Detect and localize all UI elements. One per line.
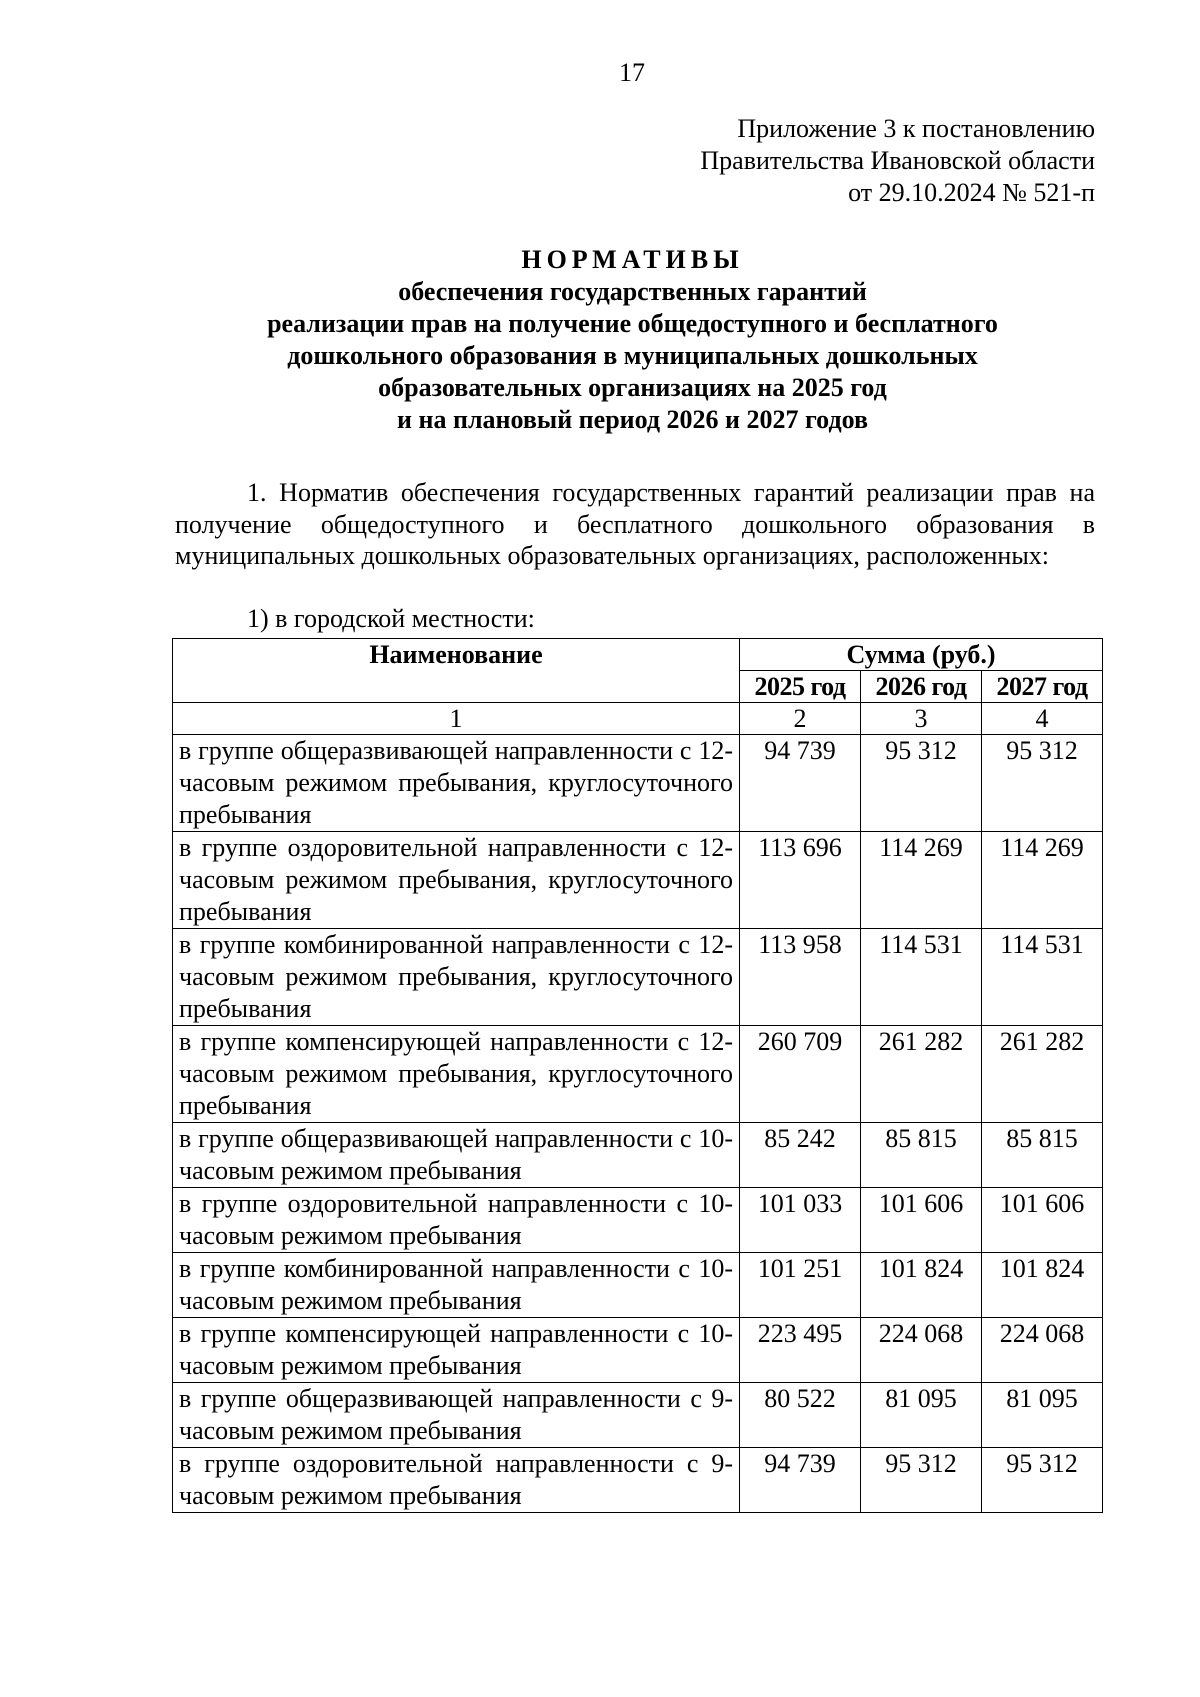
row-name: в группе комбинированной направленности с 10-часовым режимом пребывания [173, 1253, 740, 1318]
appendix-line: Приложение 3 к постановлению [737, 114, 1095, 143]
title-line: реализации прав на получение общедоступного и бесплатного [267, 309, 998, 338]
value-2027: 95 312 [982, 735, 1103, 832]
column-number-row [173, 703, 1103, 735]
title-line: и на плановый период 2026 и 2027 годов [397, 405, 868, 434]
value-2025: 94 739 [740, 1448, 861, 1513]
paragraph-urban-area: 1) в городской местности: [247, 604, 535, 633]
value-2026: 95 312 [861, 1448, 982, 1513]
header-year: 2025 год [740, 671, 861, 703]
row-name: в группе оздоровительной направленности с 9-часовым режимом пребывания [173, 1448, 740, 1513]
row-name: в группе общеразвивающей направленности с 10-часовым режимом пребывания [173, 1123, 740, 1188]
title-line: обеспечения государственных гарантий [398, 277, 867, 306]
value-2026: 81 095 [861, 1383, 982, 1448]
value-2026: 224 068 [861, 1318, 982, 1383]
document-title [140, 244, 1125, 436]
appendix-line: Правительства Ивановской области [700, 146, 1095, 175]
paragraph-norm-intro: 1. Норматив обеспечения государственных гарантий реализации прав на получение общедоступного и бесплатного дошкольного образования в муниципальных дошкольных образовательных организациях, расположенных: [175, 478, 1095, 570]
value-2026: 261 282 [861, 1026, 982, 1123]
value-2027: 95 312 [982, 1448, 1103, 1513]
header-year: 2027 год [982, 671, 1103, 703]
value-2025: 260 709 [740, 1026, 861, 1123]
table-row [173, 1253, 1103, 1318]
value-2026: 95 312 [861, 735, 982, 832]
value-2025: 101 033 [740, 1188, 861, 1253]
page-number: 17 [619, 58, 645, 87]
row-name: в группе общеразвивающей направленности с 12-часовым режимом пребывания, круглосуточного пребывания [173, 735, 740, 832]
value-2027: 114 269 [982, 832, 1103, 929]
table-row [173, 1026, 1103, 1123]
value-2026: 114 269 [861, 832, 982, 929]
row-name: в группе оздоровительной направленности с 10-часовым режимом пребывания [173, 1188, 740, 1253]
table-row [173, 1383, 1103, 1448]
header-name: Наименование [173, 639, 740, 703]
column-number: 4 [982, 703, 1103, 735]
value-2025: 94 739 [740, 735, 861, 832]
row-name: в группе общеразвивающей направленности с 9-часовым режимом пребывания [173, 1383, 740, 1448]
value-2027: 224 068 [982, 1318, 1103, 1383]
table-row [173, 1318, 1103, 1383]
value-2025: 223 495 [740, 1318, 861, 1383]
row-name: в группе оздоровительной направленности с 12-часовым режимом пребывания, круглосуточного пребывания [173, 832, 740, 929]
value-2025: 85 242 [740, 1123, 861, 1188]
title-line: образовательных организациях на 2025 год [378, 373, 887, 402]
value-2027: 85 815 [982, 1123, 1103, 1188]
value-2025: 80 522 [740, 1383, 861, 1448]
row-name: в группе компенсирующей направленности с 10-часовым режимом пребывания [173, 1318, 740, 1383]
column-number: 1 [173, 703, 740, 735]
value-2026: 85 815 [861, 1123, 982, 1188]
table-row [173, 929, 1103, 1026]
table-row [173, 1123, 1103, 1188]
header-sum: Сумма (руб.) [740, 639, 1103, 671]
table-row [173, 1448, 1103, 1513]
table-header-row [173, 639, 1103, 671]
title-heading: НОРМАТИВЫ [521, 245, 744, 274]
value-2027: 114 531 [982, 929, 1103, 1026]
table-row [173, 1188, 1103, 1253]
norms-table [172, 638, 1103, 1513]
value-2025: 113 696 [740, 832, 861, 929]
row-name: в группе компенсирующей направленности с 12-часовым режимом пребывания, круглосуточного пребывания [173, 1026, 740, 1123]
appendix-reference [495, 113, 1095, 209]
value-2027: 101 824 [982, 1253, 1103, 1318]
value-2027: 81 095 [982, 1383, 1103, 1448]
row-name: в группе комбинированной направленности с 12-часовым режимом пребывания, круглосуточного пребывания [173, 929, 740, 1026]
value-2027: 101 606 [982, 1188, 1103, 1253]
appendix-line: от 29.10.2024 № 521-п [848, 178, 1095, 207]
column-number: 3 [861, 703, 982, 735]
value-2027: 261 282 [982, 1026, 1103, 1123]
title-line: дошкольного образования в муниципальных дошкольных [287, 341, 978, 370]
value-2025: 101 251 [740, 1253, 861, 1318]
value-2026: 101 606 [861, 1188, 982, 1253]
column-number: 2 [740, 703, 861, 735]
value-2026: 114 531 [861, 929, 982, 1026]
table-row [173, 735, 1103, 832]
value-2025: 113 958 [740, 929, 861, 1026]
value-2026: 101 824 [861, 1253, 982, 1318]
header-year: 2026 год [861, 671, 982, 703]
table-row [173, 832, 1103, 929]
